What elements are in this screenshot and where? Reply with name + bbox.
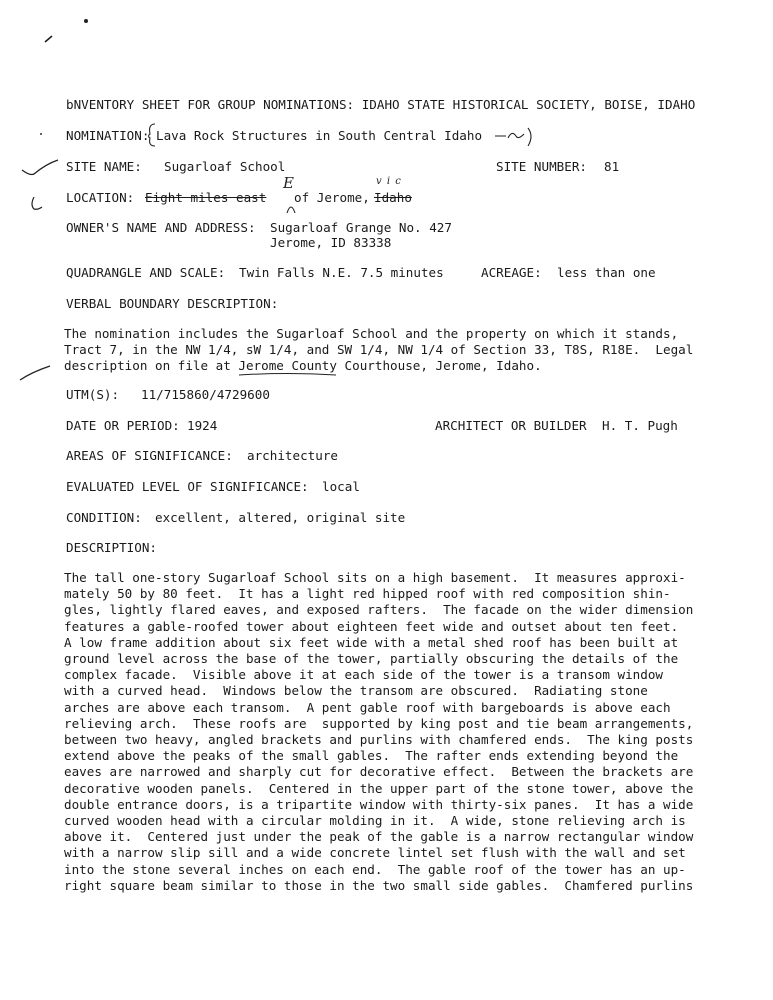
quadrangle-label: QUADRANGLE AND SCALE: — [66, 265, 226, 280]
description-line: extend above the peaks of the small gables. The rafter ends extending beyond the — [64, 748, 679, 764]
description-line: ground level across the base of the tower, partially obscuring the details of the — [64, 651, 679, 667]
description-line: right square beam similar to those in the two small side gables. Chamfered purlins — [64, 877, 694, 893]
nomination-value: Lava Rock Structures in South Central Idaho — [156, 128, 483, 143]
description-line: eaves are narrowed and sharply cut for decorative effect. Between the brackets are — [64, 764, 694, 780]
owner-line-2: Jerome, ID 83338 — [270, 235, 392, 250]
site-name-value: Sugarloaf School — [164, 159, 286, 174]
pen-mark — [44, 34, 54, 44]
location-struck-text: Eight miles east — [145, 190, 267, 205]
site-number-value: 81 — [604, 159, 620, 174]
handwritten-underline — [238, 372, 338, 378]
description-line: features a gable-roofed tower about eighteen feet wide and outset about ten feet. — [64, 618, 679, 634]
description-line: mately 50 by 80 feet. It has a light red hipped roof with red composition shin- — [64, 586, 671, 602]
architect-value: H. T. Pugh — [602, 418, 678, 433]
date-value: 1924 — [187, 418, 218, 433]
owner-line-1: Sugarloaf Grange No. 427 — [270, 220, 452, 235]
scan-speck — [40, 133, 42, 135]
description-line: The tall one-story Sugarloaf School sits on a high basement. It measures approxi- — [64, 570, 686, 585]
description-line: with a curved head. Windows below the transom are obscured. Radiating stone — [64, 683, 648, 699]
architect-label: ARCHITECT OR BUILDER — [435, 418, 587, 433]
boundary-line: The nomination includes the Sugarloaf School and the property on which it stands, — [64, 326, 679, 341]
handwritten-insert: E — [283, 174, 294, 192]
description-line: arches are above each transom. A pent gable roof with bargeboards is above each — [64, 699, 671, 715]
boundary-paragraph — [64, 326, 704, 375]
evaluated-value: local — [322, 479, 360, 494]
acreage-value: less than one — [557, 265, 656, 280]
location-struck-state: Idaho — [374, 190, 412, 205]
nomination-label: NOMINATION: — [66, 128, 150, 143]
location-label: LOCATION: — [66, 190, 135, 205]
check-mark — [18, 362, 52, 386]
site-name-label: SITE NAME: — [66, 159, 142, 174]
utm-value: 11/715860/4729600 — [141, 387, 270, 402]
scan-speck — [84, 19, 88, 23]
handwritten-vicinity: v i c — [376, 176, 402, 187]
boundary-line: Tract 7, in the NW 1/4, sW 1/4, and SW 1/4, NW 1/4 of Section 33, T8S, R18E. Legal — [64, 342, 694, 358]
verbal-boundary-label: VERBAL BOUNDARY DESCRIPTION: — [66, 296, 279, 311]
description-line: gles, lightly flared eaves, and exposed rafters. The facade on the wider dimension — [64, 602, 694, 618]
check-mark — [20, 156, 60, 178]
description-line: into the stone several inches on each end. The gable roof of the tower has an up- — [64, 861, 686, 877]
condition-value: excellent, altered, original site — [155, 510, 406, 525]
page-header: bNVENTORY SHEET FOR GROUP NOMINATIONS: IDAHO STATE HISTORICAL SOCIETY, BOISE, IDAHO — [66, 97, 696, 112]
description-paragraph — [64, 570, 704, 894]
areas-value: architecture — [247, 448, 338, 463]
handwritten-annotation — [494, 126, 534, 148]
quadrangle-value: Twin Falls N.E. 7.5 minutes — [239, 265, 444, 280]
description-line: A low frame addition about six feet wide with a metal shed roof has been built at — [64, 634, 679, 650]
evaluated-label: EVALUATED LEVEL OF SIGNIFICANCE: — [66, 479, 309, 494]
date-label: DATE OR PERIOD: — [66, 418, 180, 433]
description-line: curved wooden head with a circular molding in it. A wide, stone relieving arch is — [64, 813, 686, 829]
boundary-line: description on file at Jerome County Courthouse, Jerome, Idaho. — [64, 358, 542, 374]
description-line: above it. Centered just under the peak of the gable is a narrow rectangular window — [64, 829, 694, 845]
location-value: of Jerome, — [294, 190, 370, 205]
description-line: between two heavy, angled brackets and purlins with chamfered ends. The king posts — [64, 732, 694, 748]
utm-label: UTM(S): — [66, 387, 120, 402]
description-line: double entrance doors, is a tripartite window with thirty-six panes. It has a wide — [64, 796, 694, 812]
check-mark — [28, 195, 50, 215]
owner-label: OWNER'S NAME AND ADDRESS: — [66, 220, 256, 235]
site-number-label: SITE NUMBER: — [496, 159, 587, 174]
description-line: relieving arch. These roofs are supported by king post and tie beam arrangements, — [64, 715, 694, 731]
description-line: complex facade. Visible above it at each side of the tower is a transom window — [64, 667, 663, 683]
acreage-label: ACREAGE: — [481, 265, 542, 280]
areas-label: AREAS OF SIGNIFICANCE: — [66, 448, 233, 463]
description-line: decorative wooden panels. Centered in the upper part of the stone tower, above the — [64, 780, 694, 796]
condition-label: CONDITION: — [66, 510, 142, 525]
description-line: with a narrow slip sill and a wide concrete lintel set flush with the wall and set — [64, 845, 686, 861]
description-label: DESCRIPTION: — [66, 540, 157, 555]
